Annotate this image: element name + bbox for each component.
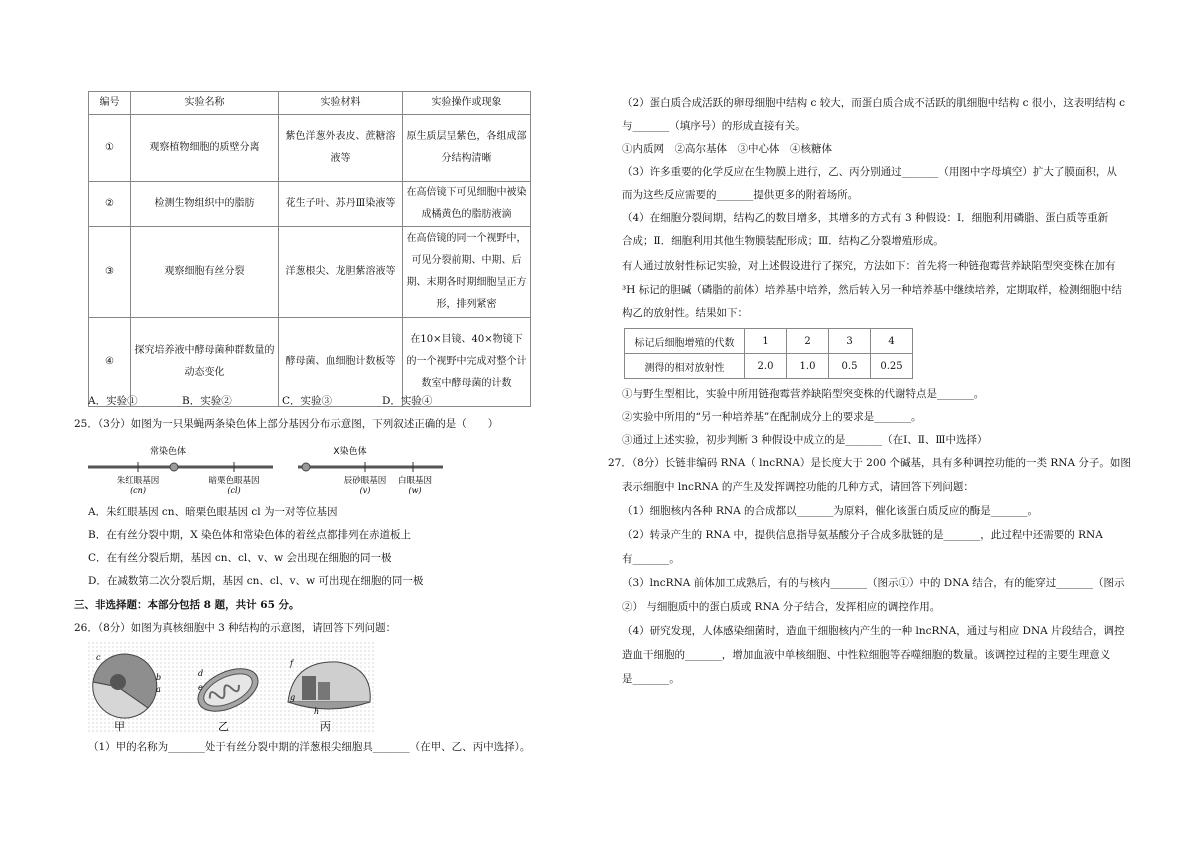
row-name: 探究培养液中酵母菌种群数量的动态变化 [131, 318, 279, 407]
q25-option-c: C．在有丝分裂后期，基因 cn、cl、v、w 会出现在细胞的同一极 [88, 552, 392, 564]
table-cell: 标记后细胞增殖的代数 [625, 329, 745, 354]
gene-v-symbol: (v) [359, 486, 371, 495]
label-jia: 甲 [114, 720, 125, 733]
row-material: 紫色洋葱外表皮、蔗糖溶液等 [279, 115, 403, 182]
row-material: 酵母菌、血细胞计数板等 [279, 318, 403, 407]
q26-result-2: ②实验中所用的“另一种培养基”在配制成分上的要求是_______。 [622, 411, 922, 423]
gene-w-label: 白眼基因 [397, 476, 433, 486]
table-row [89, 227, 531, 318]
gene-v-label: 辰砂眼基因 [343, 476, 387, 486]
label-a: a [156, 685, 161, 694]
table-cell: 1 [745, 329, 787, 354]
q26-sub4-line1: （4）在细胞分裂间期，结构乙的数目增多，其增多的方式有 3 种假设：Ⅰ．细胞利用磷脂、蛋白质等重新 [622, 212, 1109, 224]
header-cell: 实验材料 [279, 92, 403, 115]
row-operation: 在10×目镜、40×物镜下的一个视野中完成对整个计数室中酵母菌的计数 [403, 318, 531, 407]
table-cell: 2.0 [745, 354, 787, 379]
q27-sub4-line2: 造血干细胞的_______，增加血液中单核细胞、中性粒细胞等吞噬细胞的数量。该调控过程的主要生理意义 [622, 649, 1111, 661]
row-number: ② [89, 182, 131, 227]
row-operation: 在高倍镜的同一个视野中，可见分裂前期、中期、后期、末期各时期细胞呈正方形，排列紧密 [403, 227, 531, 318]
label-b: b [156, 673, 162, 682]
label-bing: 丙 [320, 720, 331, 733]
q27-sub3-line1: （3）lncRNA 前体加工成熟后，有的与核内_______（图示①）中的 DNA 结合，有的能穿过_______（图示 [622, 577, 1125, 589]
centromere [170, 463, 178, 471]
q27-sub4-line3: 是_______。 [622, 673, 680, 685]
gene-cn-label: 朱红眼基因 [116, 476, 160, 486]
q26-method-line1: 有人通过放射性标记实验，对上述假设进行了探究，方法如下：首先将一种链孢霉营养缺陷型突变株在加有 [622, 260, 1116, 272]
q26-stem: 26．（8分）如图为真核细胞中 3 种结构的示意图，请回答下列问题： [74, 622, 397, 634]
q26-method-line3: 构乙的放射性。结果如下： [622, 307, 748, 319]
header-cell: 编号 [89, 92, 131, 115]
chromosome-gene-diagram [88, 440, 448, 496]
q25-stem: 25．（3分）如图为一只果蝇两条染色体上部分基因分布示意图，下列叙述正确的是（ ） [74, 418, 499, 430]
q27-sub3-line2: ②） 与细胞质中的蛋白质或 RNA 分子结合，发挥相应的调控作用。 [622, 601, 941, 613]
q26-result-1: ①与野生型相比，实验中所用链孢霉营养缺陷型突变株的代谢特点是_______。 [622, 388, 985, 400]
header-cell: 实验操作或现象 [403, 92, 531, 115]
q24-option-b: B．实验② [182, 395, 232, 407]
label-e: e [198, 683, 203, 692]
q26-result-3: ③通过上述实验，初步判断 3 种假设中成立的是_______（在Ⅰ、Ⅱ、Ⅲ中选择） [622, 434, 988, 446]
centromere [302, 463, 310, 471]
cell-structures-figure [88, 642, 374, 734]
label-d: d [198, 669, 204, 678]
gene-cl-symbol: (cl) [227, 486, 241, 495]
table-cell: 4 [871, 329, 913, 354]
table-row [89, 115, 531, 182]
q27-sub2-line2: 有_______。 [622, 553, 680, 565]
q25-option-d: D．在减数第二次分裂后期，基因 cn、cl、v、w 可出现在细胞的同一极 [88, 575, 424, 587]
row-operation: 原生质层呈紫色，各组成部分结构清晰 [403, 115, 531, 182]
q26-sub4-line2: 合成；Ⅱ．细胞利用其他生物膜装配形成；Ⅲ．结构乙分裂增殖形成。 [622, 235, 944, 247]
header-cell: 实验名称 [131, 92, 279, 115]
q24-option-c: C．实验③ [282, 395, 333, 407]
label-h: h [314, 707, 320, 716]
row-name: 观察细胞有丝分裂 [131, 227, 279, 318]
q24-option-d: D．实验④ [382, 395, 433, 407]
table-row [625, 329, 913, 354]
radioactivity-table [624, 328, 913, 379]
q27-sub2-line1: （2）转录产生的 RNA 中，提供信息指导氨基酸分子合成多肽链的是_______，此过程中还需要的 RNA [622, 529, 1103, 541]
q26-sub3-line1: （3）许多重要的化学反应在生物膜上进行，乙、丙分别通过_______（用图中字母填空）扩大了膜面积，从 [622, 166, 1117, 178]
q26-sub1: （1）甲的名称为_______处于有丝分裂中期的洋葱根尖细胞具_______（在甲、乙、丙中选择）。 [88, 741, 531, 753]
row-material: 花生子叶、苏丹Ⅲ染液等 [279, 182, 403, 227]
q27-stem-line1: 27．（8分）长链非编码 RNA（ lncRNA）是长度大于 200 个碱基，具有多种调控功能的一类 RNA 分子。如图 [608, 457, 1131, 469]
q27-sub1: （1）细胞核内各种 RNA 的合成都以_______为原料，催化该蛋白质反应的酶是_______。 [622, 505, 1039, 517]
row-name: 检测生物组织中的脂肪 [131, 182, 279, 227]
q25-option-a: A．朱红眼基因 cn、暗栗色眼基因 cl 为一对等位基因 [88, 506, 338, 518]
table-row [89, 182, 531, 227]
table-cell: 0.25 [871, 354, 913, 379]
gene-w-symbol: (w) [408, 486, 422, 495]
label-c: c [96, 653, 101, 662]
table-header-row [89, 92, 531, 115]
nucleus-image [93, 654, 157, 718]
row-operation: 在高倍镜下可见细胞中被染成橘黄色的脂肪液滴 [403, 182, 531, 227]
row-name: 观察植物细胞的质壁分离 [131, 115, 279, 182]
autosome-label: 常染色体 [149, 447, 187, 457]
table-cell: 2 [787, 329, 829, 354]
q24-option-a: A．实验① [88, 395, 138, 407]
experiment-table [88, 91, 531, 407]
q26-sub2-line2: 与_______（填序号）的形成直接有关。 [622, 120, 806, 132]
q26-sub3-line2: 而为这些反应需要的_______提供更多的附着场所。 [622, 189, 859, 201]
q26-method-line2: ³H 标记的胆碱（磷脂的前体）培养基中培养，然后转入另一种培养基中继续培养，定期取样，检测细胞中结 [622, 284, 1122, 296]
table-cell: 测得的相对放射性 [625, 354, 745, 379]
q25-option-b: B．在有丝分裂中期，X 染色体和常染色体的着丝点都排列在赤道板上 [88, 529, 412, 541]
label-g: g [290, 693, 296, 702]
gene-cn-symbol: (cn) [130, 486, 146, 495]
q27-sub4-line1: （4）研究发现，人体感染细菌时，造血干细胞核内产生的一种 lncRNA，通过与相应 DNA 片段结合，调控 [622, 625, 1125, 637]
q27-stem-line2: 表示细胞中 lncRNA 的产生及发挥调控功能的几种方式，请回答下列问题： [622, 481, 974, 493]
section-heading: 三、非选择题：本部分包括 8 题，共计 65 分。 [74, 599, 300, 611]
row-number: ① [89, 115, 131, 182]
gene-cl-label: 暗栗色眼基因 [208, 476, 260, 486]
q26-sub2-line1: （2）蛋白质合成活跃的卵母细胞中结构 c 较大，而蛋白质合成不活跃的肌细胞中结构 c 很小，这表明结构 c [622, 97, 1126, 109]
label-f: f [290, 659, 293, 668]
table-row [625, 354, 913, 379]
row-material: 洋葱根尖、龙胆紫溶液等 [279, 227, 403, 318]
table-cell: 0.5 [829, 354, 871, 379]
row-number: ③ [89, 227, 131, 318]
table-cell: 3 [829, 329, 871, 354]
x-chromosome-label: X染色体 [333, 447, 367, 457]
table-cell: 1.0 [787, 354, 829, 379]
row-number: ④ [89, 318, 131, 407]
q26-sub2-options: ①内质网 ②高尔基体 ③中心体 ④核糖体 [622, 143, 832, 155]
label-yi: 乙 [218, 720, 229, 733]
